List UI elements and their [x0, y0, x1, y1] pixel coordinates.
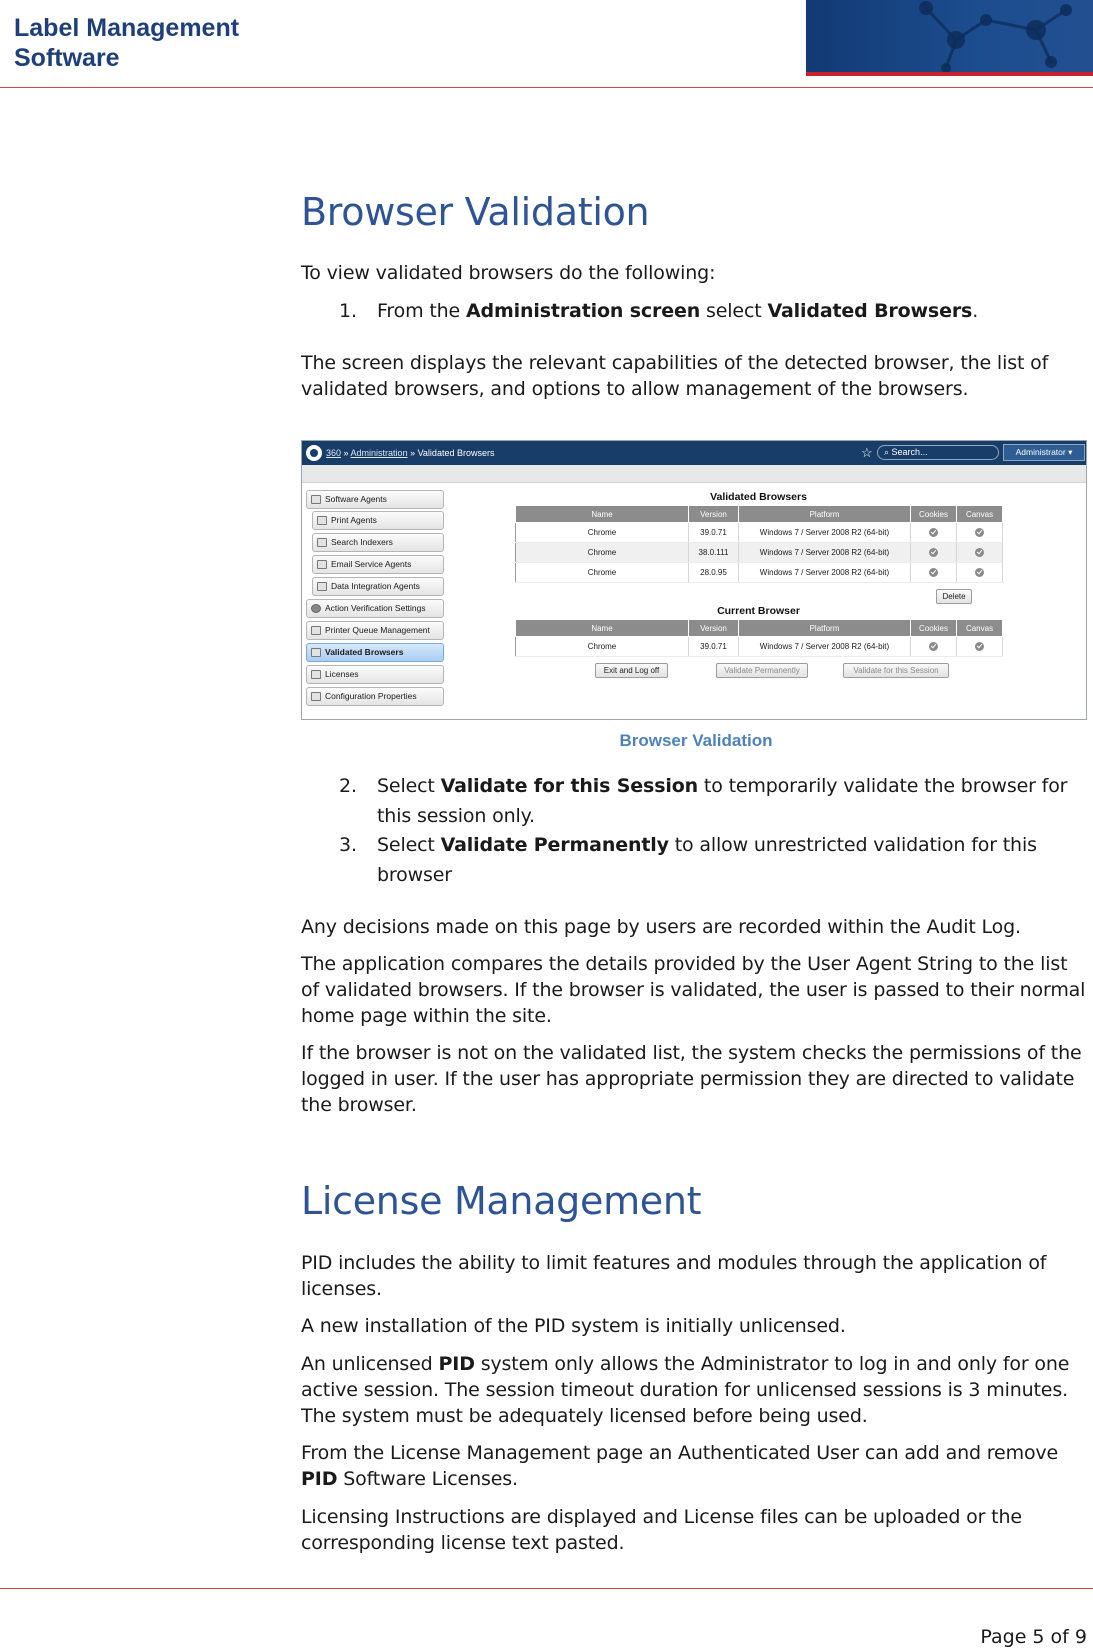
cell-cookies [911, 637, 957, 657]
column-header-name: Name [516, 620, 689, 637]
menu-label: Print Agents [331, 515, 377, 525]
column-header-platform: Platform [739, 620, 911, 637]
cell-version: 39.0.71 [689, 637, 739, 657]
current-browser-title: Current Browser [717, 605, 800, 617]
text-fragment: Software Licenses. [337, 1468, 518, 1490]
cell-platform: Windows 7 / Server 2008 R2 (64-bit) [739, 543, 911, 563]
breadcrumb-admin-link[interactable]: Administration [350, 448, 408, 458]
table-row [516, 637, 1003, 657]
breadcrumb-home-link[interactable]: 360 [326, 448, 342, 458]
validated-browsers-table [515, 505, 1003, 583]
step-1-bold-admin: Administration screen [465, 300, 701, 322]
menu-label: Validated Browsers [325, 647, 404, 657]
cell-version: 38.0.111 [689, 543, 739, 563]
cell-name: Chrome [516, 543, 689, 563]
step-1-bold-validated: Validated Browsers [767, 300, 973, 322]
step-3-pre: Select [377, 834, 441, 856]
column-header-name[interactable]: Name [516, 506, 689, 523]
app-subbar [302, 465, 1087, 483]
document-title-line1: Label Management [14, 14, 240, 42]
menu-action-verification-settings[interactable] [306, 599, 444, 618]
menu-validated-browsers[interactable] [306, 643, 444, 662]
menu-email-service-agents[interactable] [312, 555, 444, 574]
cell-cookies [911, 543, 957, 563]
validate-permanently-button[interactable]: Validate Permanently [716, 663, 808, 678]
search-icon: ⌕ [884, 447, 892, 457]
menu-label: Printer Queue Management [325, 625, 430, 635]
paragraph-unlicensed-limits [301, 1351, 1091, 1429]
cell-platform: Windows 7 / Server 2008 R2 (64-bit) [739, 563, 911, 583]
cell-name: Chrome [516, 563, 689, 583]
paragraph-capabilities: The screen displays the relevant capabilities of the detected browser, the list of validated browsers, and options to allow management of the browsers. [301, 352, 1049, 400]
step-2-continuation: this session only. [377, 805, 535, 827]
text-bold-pid: PID [438, 1353, 475, 1375]
validated-browsers-screenshot [301, 440, 1087, 720]
text-fragment: system only allows the Administrator to log in and only for one active session. The session timeout duration for unlicensed sessions is 3 minutes. The system must be adequately licensed before being used. [301, 1353, 1070, 1427]
menu-configuration-properties[interactable] [306, 687, 444, 706]
step-2-bold: Validate for this Session [440, 775, 699, 797]
document-title [14, 13, 314, 73]
step-3-continuation: browser [377, 864, 452, 886]
step-2 [339, 771, 1091, 831]
document-title-line2: Software [14, 44, 120, 72]
check-icon [929, 642, 938, 651]
check-icon [975, 548, 984, 557]
agent-icon [311, 495, 321, 504]
agent-icon [317, 516, 327, 525]
step-3-bold: Validate Permanently [440, 834, 669, 856]
cell-canvas [957, 563, 1003, 583]
table-header-row [516, 506, 1003, 523]
step-1-number: 1. [339, 300, 357, 322]
check-icon [929, 528, 938, 537]
check-icon [929, 548, 938, 557]
section-heading-license-management: License Management [301, 1179, 702, 1223]
cell-version: 39.0.71 [689, 523, 739, 543]
column-header-version[interactable]: Version [689, 506, 739, 523]
step-3-number: 3. [339, 834, 357, 856]
breadcrumb-separator: » [341, 448, 351, 458]
paragraph-audit-log: Any decisions made on this page by users are recorded within the Audit Log. [301, 916, 1021, 938]
cell-name: Chrome [516, 637, 689, 657]
wrench-icon [311, 692, 321, 701]
menu-licenses[interactable] [306, 665, 444, 684]
column-header-cookies: Cookies [911, 620, 957, 637]
menu-label: Licenses [325, 669, 359, 679]
column-header-cookies[interactable]: Cookies [911, 506, 957, 523]
app-topbar [302, 441, 1087, 465]
browser-icon [311, 648, 321, 657]
breadcrumb-current: Validated Browsers [417, 448, 495, 458]
cell-canvas [957, 637, 1003, 657]
check-icon [975, 642, 984, 651]
step-1-post: . [972, 300, 979, 322]
page-number: Page 5 of 9 [980, 1626, 1087, 1648]
paragraph-licensing-instructions: Licensing Instructions are displayed and License files can be uploaded or the corresponding license text pasted. [301, 1506, 1022, 1554]
column-header-platform[interactable]: Platform [739, 506, 911, 523]
breadcrumb [326, 448, 494, 458]
cell-version: 28.0.95 [689, 563, 739, 583]
molecule-graphic [806, 0, 1093, 72]
text-fragment: From the License Management page an Authenticated User can add and remove [301, 1442, 1059, 1464]
figure-caption: Browser Validation [619, 731, 773, 750]
intro-text: To view validated browsers do the following: [301, 262, 716, 284]
check-icon [975, 568, 984, 577]
cell-canvas [957, 543, 1003, 563]
printer-icon [311, 626, 321, 635]
cell-name: Chrome [516, 523, 689, 543]
check-circle-icon [311, 604, 321, 613]
menu-label: Email Service Agents [331, 559, 412, 569]
header-banner-graphic [806, 0, 1093, 76]
cell-cookies [911, 563, 957, 583]
step-2-post: to temporarily validate the browser for [698, 775, 1068, 797]
document-header [0, 0, 1093, 88]
step-1-pre: From the [377, 300, 466, 322]
paragraph-permissions: If the browser is not on the validated list, the system checks the permissions of the logged in user. If the user has appropriate permission they are directed to validate the browser. [301, 1042, 1082, 1116]
agent-icon [317, 560, 327, 569]
validated-browsers-title: Validated Browsers [710, 491, 807, 503]
menu-software-agents[interactable] [306, 490, 444, 509]
exit-and-log-off-button[interactable]: Exit and Log off [595, 663, 668, 678]
menu-label: Software Agents [325, 494, 387, 504]
current-browser-table [515, 619, 1003, 657]
text-bold-pid: PID [301, 1468, 338, 1490]
validate-for-this-session-button[interactable]: Validate for this Session [843, 663, 949, 678]
section-heading-browser-validation: Browser Validation [301, 190, 650, 234]
agent-icon [317, 582, 327, 591]
table-row[interactable] [516, 523, 1003, 543]
breadcrumb-separator: » [407, 448, 418, 458]
cell-cookies [911, 523, 957, 543]
search-input[interactable] [877, 445, 999, 460]
check-icon [975, 528, 984, 537]
menu-label: Action Verification Settings [325, 603, 426, 613]
paragraph-license-page [301, 1440, 1091, 1492]
menu-label: Configuration Properties [325, 691, 417, 701]
table-row[interactable] [516, 563, 1003, 583]
paragraph-unlicensed: A new installation of the PID system is initially unlicensed. [301, 1315, 846, 1337]
app-logo-icon[interactable] [306, 445, 322, 461]
check-icon [929, 568, 938, 577]
text-fragment: An unlicensed [301, 1353, 439, 1375]
menu-search-indexers[interactable] [312, 533, 444, 552]
footer-divider [0, 1588, 1093, 1589]
menu-label: Search Indexers [331, 537, 393, 547]
paragraph-licenses-intro: PID includes the ability to limit features and modules through the application of licenses. [301, 1252, 1047, 1300]
agent-icon [317, 538, 327, 547]
paragraph-user-agent: The application compares the details provided by the User Agent String to the list of validated browsers. If the browser is validated, the user is passed to their normal home page within the site. [301, 953, 1086, 1027]
step-2-number: 2. [339, 775, 357, 797]
cell-platform: Windows 7 / Server 2008 R2 (64-bit) [739, 523, 911, 543]
favorite-star-icon[interactable]: ☆ [861, 445, 873, 460]
table-row[interactable] [516, 543, 1003, 563]
column-header-canvas: Canvas [957, 620, 1003, 637]
column-header-canvas[interactable]: Canvas [957, 506, 1003, 523]
step-2-pre: Select [377, 775, 441, 797]
menu-print-agents[interactable] [312, 511, 444, 530]
cell-platform: Windows 7 / Server 2008 R2 (64-bit) [739, 637, 911, 657]
column-header-version: Version [689, 620, 739, 637]
cell-canvas [957, 523, 1003, 543]
step-3-post: to allow unrestricted validation for this [668, 834, 1037, 856]
delete-button[interactable]: Delete [936, 589, 972, 604]
step-1 [339, 296, 1091, 326]
step-1-mid: select [700, 300, 768, 322]
user-menu-button[interactable]: Administrator ▾ [1003, 444, 1085, 461]
license-icon [311, 670, 321, 679]
menu-printer-queue-management[interactable] [306, 621, 444, 640]
menu-label: Data Integration Agents [331, 581, 420, 591]
menu-data-integration-agents[interactable] [312, 577, 444, 596]
step-3 [339, 830, 1091, 890]
table-header-row [516, 620, 1003, 637]
search-placeholder: Search... [891, 447, 928, 457]
